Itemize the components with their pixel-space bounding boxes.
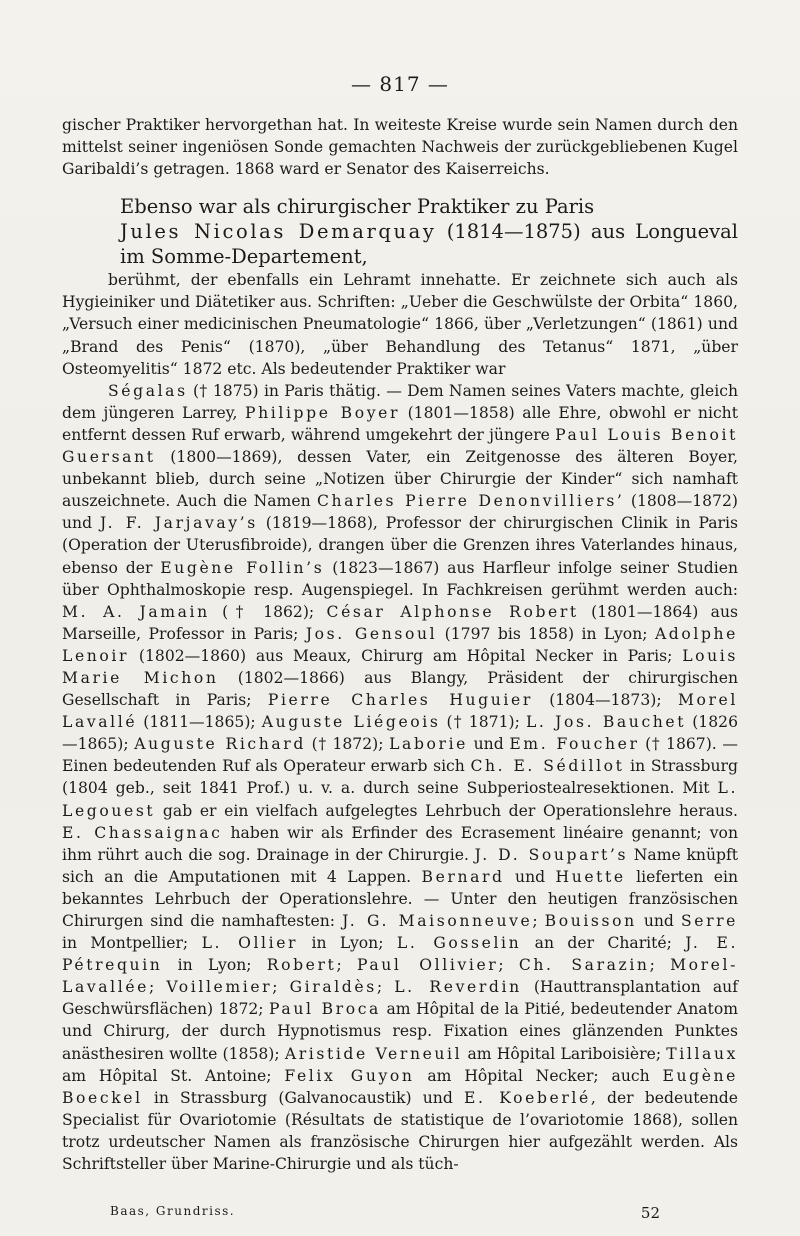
paragraph-surgeons: Ségalas († 1875) in Paris thätig. — Dem Namen seines Vaters machte, gleich dem jüngeren Larrey, Philippe Boyer (1801—1858) alle Ehre, obwohl er nicht entfernt dessen Ruf erwarb, während umgekehrt der jüngere Paul Louis Benoit Guersant (1800—1869), dessen Vater, ein Zeitgenosse des älteren Boyer, unbekannt blieb, durch seine „Notizen über Chirurgie der Kinder“ sich namhaft auszeichnete. Auch die Namen Charles Pierre Denonvilliers’ (1808—1872) und J. F. Jarjavay’s (1819—1868), Professor der chirurgischen Clinik in Paris (Operation der Uterusfibroide), drangen über die Grenzen ihres Vaterlandes hinaus, ebenso der Eugène Follin’s (1823—1867) aus Harfleur infolge seiner Studien über Ophthalmoskopie resp. Augenspiegel. In Fachkreisen gerühmt werden auch: M. A. Jamain († 1862); César Alphonse Robert (1801—1864) aus Marseille, Professor in Paris; Jos. Gensoul (1797 bis 1858) in Lyon; Adolphe Lenoir (1802—1860) aus Meaux, Chirurg am Hôpital Necker in Paris; Louis Marie Michon (1802—1866) aus Blangy, Präsident der chirurgischen Gesellschaft in Paris; Pierre Charles Huguier (1804—1873); Morel Lavallé (1811—1865); Auguste Liégeois († 1871); L. Jos. Bauchet (1826—1865); Auguste Richard († 1872); Laborie und Em. Foucher († 1867). — Einen bedeutenden Ruf als Operateur erwarb sich Ch. E. Sédillot in Strassburg (1804 geb., seit 1841 Prof.) u. v. a. durch seine Subperiostealresektionen. Mit L. Legouest gab er ein vielfach aufgelegtes Lehrbuch der Operationslehre heraus. E. Chassaignac haben wir als Erfinder des Ecrasement linéaire genannt; von ihm rührt auch die sog. Drainage in der Chirurgie. J. D. Soupart’s Name knüpft sich an die Amputationen mit 4 Lappen. Bernard und Huette lieferten ein bekanntes Lehrbuch der Operationslehre. — Unter den heutigen französischen Chirurgen sind die namhaftesten: J. G. Maisonneuve; Bouisson und Serre in Montpellier; L. Ollier in Lyon; L. Gosselin an der Charité; J. E. Pétrequin in Lyon; Robert; Paul Ollivier; Ch. Sarazin; Morel-Lavallée; Voillemier; Giraldès; L. Reverdin (Hauttransplantation auf Geschwürsflächen) 1872; Paul Broca am Hôpital de la Pitié, bedeutender Anatom und Chirurg, der durch Hypnotismus resp. Fixation eines glänzenden Punktes anästhesiren wollte (1858); Aristide Verneuil am Hôpital Lariboisière; Tillaux am Hôpital St. Antoine; Felix Guyon am Hôpital Necker; auch Eugène Boeckel in Strassburg (Galvanocaustik) und E. Koeberlé, der bedeutende Specialist für Ovariotomie (Résultats de statistique de l’ovariotomie 1868), sollen trotz urdeutscher Namen als französische Chirurgen hier aufgezählt werden. Als Schriftsteller über Marine-Chirurgie und als tüch- (62, 381, 739, 1174)
person-name: L. Jos. Bauchet (525, 713, 687, 732)
person-name: Eugène Follin’s (160, 558, 325, 577)
person-name: J. E. Pétrequin (62, 934, 739, 975)
section-heading-line: Ebenso war als chirurgischer Praktiker zu Paris (120, 195, 595, 219)
person-name: Voillemier (166, 978, 273, 997)
footer-book-title: Baas, Grundriss. (110, 1204, 236, 1218)
person-name: Paul Ollivier (356, 956, 499, 975)
paragraph-demarquay: berühmt, der ebenfalls ein Lehramt innehatte. Er zeichnete sich auch als Hygieiniker und Diätetiker aus. Schriften: „Ueber die Geschwülste der Orbita“ 1860, „Versuch einer medicinischen Pneumatologie“ 1866, über „Verletzungen“ (1861) und „Brand des Penis“ (1870), „über Behandlung des Tetanus“ 1871, „über Osteomyelitis“ 1872 etc. Als bedeutender Praktiker war (62, 271, 738, 378)
person-name: L. Reverdin (394, 978, 522, 997)
person-name: Giraldès (289, 978, 377, 997)
footer-signature-number: 52 (640, 1204, 660, 1222)
demarquay-name: Jules Nicolas Demarquay (120, 220, 437, 244)
person-name: Em. Foucher (509, 735, 640, 754)
person-name: Laborie (389, 735, 468, 754)
person-name: Philippe Boyer (245, 403, 401, 422)
person-name: Ségalas (108, 381, 188, 400)
person-name: Aristide Verneuil (284, 1044, 463, 1063)
page-number: — 817 — (351, 72, 449, 96)
person-name: Serre (680, 912, 739, 930)
person-name: Auguste Richard (134, 735, 306, 754)
person-name: Ch. E. Sédillot (470, 757, 625, 776)
person-name: Robert (266, 956, 337, 975)
person-name: J. D. Soupart’s (474, 845, 629, 864)
person-name: L. Legouest (62, 779, 738, 820)
person-name: César Alphonse Robert (326, 602, 579, 621)
intro-paragraph: gischer Praktiker hervorgethan hat. In weiteste Kreise wurde sein Namen durch den mittelst seiner ingeniösen Sonde gemachten Nachweis der zurückgebliebenen Kugel Garibaldi’s getragen. 1868 ward er Senator des Kaiserreichs. (62, 116, 738, 179)
person-name: J. G. Maisonneuve (342, 912, 533, 930)
page-footer (110, 1204, 710, 1222)
person-name: L. Gosselin (396, 934, 522, 953)
person-name: Pierre Charles Huguier (267, 691, 533, 710)
person-name: Jos. Gensoul (305, 624, 438, 643)
person-name: Felix Guyon (284, 1066, 415, 1085)
person-name: Adolphe Lenoir (62, 624, 739, 665)
person-name: Ch. Sarazin (518, 956, 650, 975)
person-name: Morel-Lavallée (62, 956, 738, 997)
person-name: Auguste Liégeois (261, 713, 441, 732)
person-name: L. Ollier (201, 934, 299, 953)
section-heading-name-line (62, 219, 738, 269)
person-name: J. F. Jarjavay’s (100, 514, 258, 533)
person-name: Louis Marie Michon (62, 646, 738, 687)
heading-rest: (1814—1875) aus Longueval im Somme-Departement, (120, 220, 739, 269)
person-name: Huette (555, 867, 626, 886)
person-name: E. Chassaignac (62, 823, 223, 842)
person-name: Paul Broca (269, 1000, 381, 1019)
person-name: Bouisson (544, 912, 637, 930)
person-name: M. A. Jamain (62, 602, 210, 621)
page-body (62, 114, 738, 1175)
person-name: Morel Lavallé (62, 691, 738, 732)
person-name: Eugène Boeckel (62, 1066, 738, 1107)
person-name: Charles Pierre Denonvilliers’ (316, 492, 625, 511)
person-name: Tillaux (666, 1044, 738, 1063)
person-name: Paul Louis Benoit Guersant (62, 425, 738, 467)
person-name: E. Koeberlé (464, 1088, 591, 1107)
person-name: Bernard (421, 867, 505, 886)
